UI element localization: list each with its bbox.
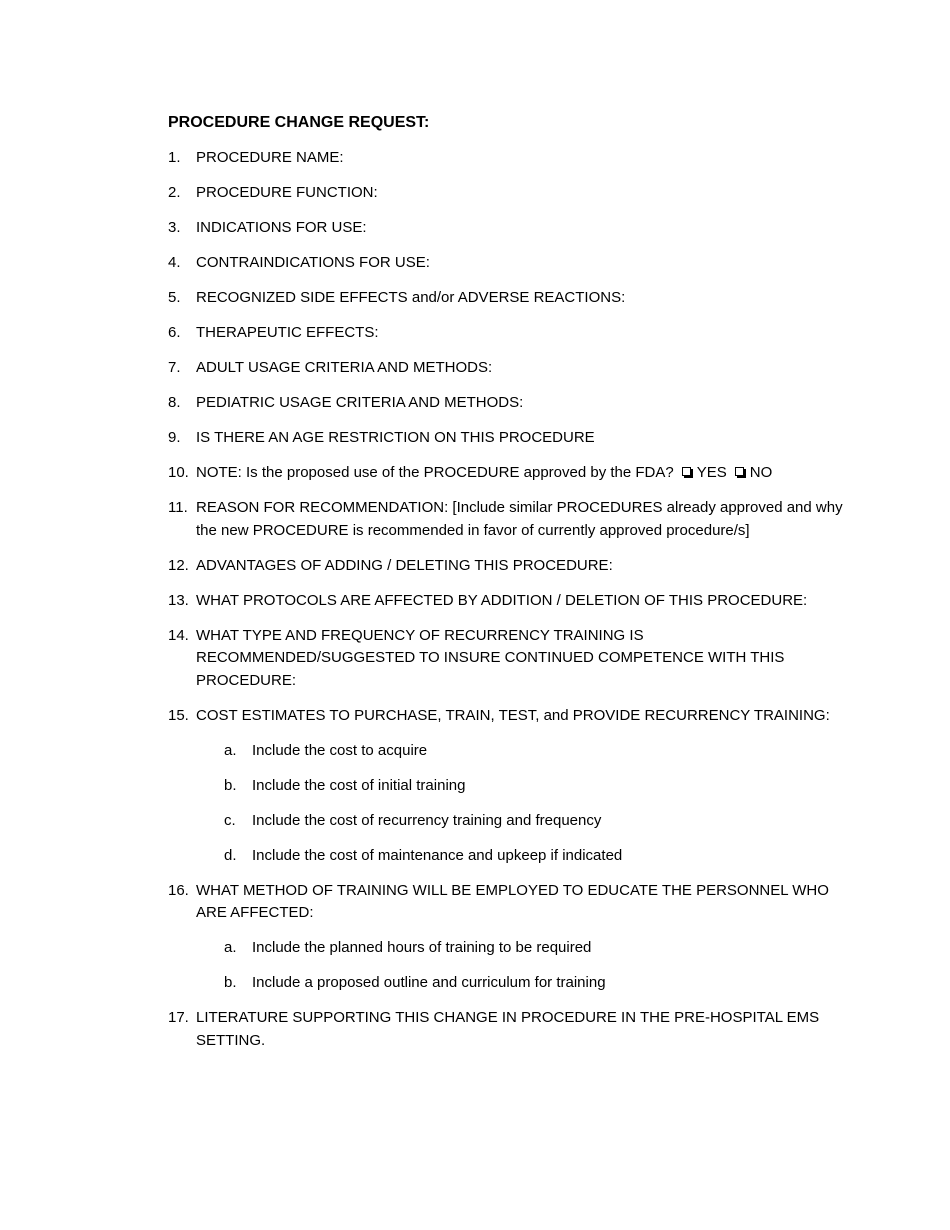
sub-item-letter: d. — [224, 846, 237, 864]
list-item-9 — [168, 427, 848, 450]
list-item-16 — [168, 880, 848, 925]
list-item-10 — [168, 462, 848, 485]
item-number: 15. — [168, 706, 189, 724]
sub-item-15a — [224, 740, 848, 763]
list-item-14 — [168, 625, 848, 693]
sub-item-text: Include the cost of maintenance and upkeep if indicated — [252, 846, 623, 864]
item-text: ADULT USAGE CRITERIA AND METHODS: — [196, 359, 493, 376]
item-text: THERAPEUTIC EFFECTS: — [196, 324, 379, 341]
item-text: PROCEDURE FUNCTION: — [196, 184, 378, 201]
item-text: PROCEDURE NAME: — [196, 149, 344, 166]
item-number: 1. — [168, 149, 181, 166]
sub-item-16b — [224, 972, 848, 995]
item-text: WHAT PROTOCOLS ARE AFFECTED BY ADDITION / DELETION OF THIS PROCEDURE: — [196, 591, 808, 609]
item-number: 3. — [168, 219, 181, 236]
list-item-15 — [168, 705, 848, 728]
list-item-4 — [168, 252, 848, 275]
sub-item-15c — [224, 810, 848, 833]
item-number: 11. — [168, 499, 188, 516]
item-number: 10. — [168, 464, 189, 481]
list-item-12 — [168, 555, 848, 578]
sub-item-text: Include the cost to acquire — [252, 741, 428, 759]
item-number: 14. — [168, 626, 189, 644]
item-text: INDICATIONS FOR USE: — [196, 219, 367, 236]
list-item-13 — [168, 590, 848, 613]
sub-item-15b — [224, 775, 848, 798]
item-number: 17. — [168, 1009, 189, 1026]
item-number: 4. — [168, 254, 181, 271]
sub-item-16a — [224, 937, 848, 960]
sub-item-text: Include the planned hours of training to be required — [252, 939, 592, 956]
item-number: 6. — [168, 324, 181, 341]
item-text: WHAT METHOD OF TRAINING WILL BE EMPLOYED TO EDUCATE THE PERSONNEL WHO ARE AFFECTED: — [196, 881, 829, 921]
sub-item-text: Include the cost of initial training — [252, 776, 466, 794]
sub-item-text: Include a proposed outline and curriculum for training — [252, 974, 606, 991]
list-item-11 — [168, 497, 848, 542]
list-item-1 — [168, 147, 848, 170]
item-text: PEDIATRIC USAGE CRITERIA AND METHODS: — [196, 394, 524, 411]
list-item-17 — [168, 1007, 848, 1052]
item-text: REASON FOR RECOMMENDATION: [Include similar PROCEDURES already approved and why the new PROCEDURE is recommended in favor of currently approved procedure/s] — [196, 499, 843, 539]
item-number: 13. — [168, 591, 189, 609]
item-text: WHAT TYPE AND FREQUENCY OF RECURRENCY TRAINING IS RECOMMENDED/SUGGESTED TO INSURE CONTINUED COMPETENCE WITH THIS PROCEDURE: — [196, 626, 785, 689]
list-item-2 — [168, 182, 848, 205]
item-text: LITERATURE SUPPORTING THIS CHANGE IN PROCEDURE IN THE PRE-HOSPITAL EMS SETTING. — [196, 1009, 820, 1049]
list-item-6 — [168, 322, 848, 345]
sub-item-letter: b. — [224, 974, 237, 991]
sub-item-letter: b. — [224, 776, 237, 794]
item-number: 9. — [168, 429, 181, 446]
item-text: RECOGNIZED SIDE EFFECTS and/or ADVERSE REACTIONS: — [196, 289, 626, 306]
fda-question: NOTE: Is the proposed use of the PROCEDURE approved by the FDA? — [196, 464, 674, 481]
sub-item-letter: a. — [224, 741, 237, 759]
page-title: PROCEDURE CHANGE REQUEST: — [168, 114, 430, 131]
item-number: 16. — [168, 881, 189, 899]
item-text: CONTRAINDICATIONS FOR USE: — [196, 254, 430, 271]
item-number: 2. — [168, 184, 181, 201]
item-text: IS THERE AN AGE RESTRICTION ON THIS PROCEDURE — [196, 429, 595, 446]
sub-item-letter: c. — [224, 811, 236, 829]
sub-item-letter: a. — [224, 939, 237, 956]
document-page — [168, 112, 848, 1065]
item-text — [196, 462, 848, 485]
yes-label: YES — [696, 464, 727, 481]
item-number: 7. — [168, 359, 181, 376]
list-item-7 — [168, 357, 848, 380]
yes-checkbox[interactable] — [682, 467, 691, 476]
item-number: 5. — [168, 289, 181, 306]
item-number: 8. — [168, 394, 181, 411]
no-label: NO — [749, 464, 773, 481]
list-item-5 — [168, 287, 848, 310]
item-number: 12. — [168, 556, 189, 574]
item-text: ADVANTAGES OF ADDING / DELETING THIS PROCEDURE: — [196, 556, 613, 574]
list-item-8 — [168, 392, 848, 415]
sub-item-15d — [224, 845, 848, 868]
item-text: COST ESTIMATES TO PURCHASE, TRAIN, TEST, and PROVIDE RECURRENCY TRAINING: — [196, 706, 830, 724]
sub-item-text: Include the cost of recurrency training and frequency — [252, 811, 602, 829]
list-item-3 — [168, 217, 848, 240]
no-checkbox[interactable] — [735, 467, 744, 476]
